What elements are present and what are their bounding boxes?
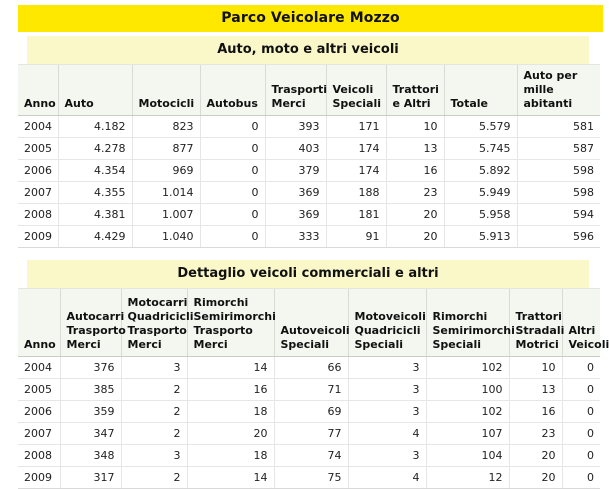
column-header: Autocarri Trasporto Merci	[60, 289, 121, 357]
cell-autoveicoli-speciali: 77	[274, 423, 348, 445]
column-header: Trattori e Altri	[386, 65, 444, 116]
cell-rimorchi-semirimorchi-trasporto-merci: 16	[187, 379, 274, 401]
cell-motoveicoli-quadricicli-speciali: 3	[348, 379, 426, 401]
cell-anno: 2004	[18, 116, 58, 138]
cell-anno: 2009	[18, 467, 60, 489]
cell-motocarri-quadricicli-trasporto-merci: 2	[121, 401, 187, 423]
cell-motoveicoli-quadricicli-speciali: 4	[348, 467, 426, 489]
cell-motocicli: 969	[132, 160, 200, 182]
column-header: Anno	[18, 65, 58, 116]
cell-rimorchi-semirimorchi-speciali: 12	[426, 467, 509, 489]
cell-motocicli: 877	[132, 138, 200, 160]
cell-trattori-stradali-motrici: 10	[509, 357, 562, 379]
cell-totale: 5.913	[444, 226, 517, 248]
cell-autoveicoli-speciali: 71	[274, 379, 348, 401]
cell-altri-veicoli: 0	[562, 445, 600, 467]
cell-veicoli-speciali: 188	[326, 182, 386, 204]
cell-trattori-e-altri: 13	[386, 138, 444, 160]
cell-anno: 2008	[18, 445, 60, 467]
cell-anno: 2005	[18, 138, 58, 160]
cell-motocarri-quadricicli-trasporto-merci: 3	[121, 357, 187, 379]
cell-autobus: 0	[200, 160, 265, 182]
column-header: Trattori Stradali Motrici	[509, 289, 562, 357]
cell-autobus: 0	[200, 204, 265, 226]
cell-trattori-stradali-motrici: 23	[509, 423, 562, 445]
cell-auto: 4.355	[58, 182, 132, 204]
table-auto-moto-altri-veicoli	[18, 64, 600, 248]
cell-autocarri-trasporto-merci: 317	[60, 467, 121, 489]
cell-motoveicoli-quadricicli-speciali: 4	[348, 423, 426, 445]
cell-motocarri-quadricicli-trasporto-merci: 2	[121, 379, 187, 401]
column-header: Rimorchi Semirimorchi Trasporto Merci	[187, 289, 274, 357]
cell-altri-veicoli: 0	[562, 423, 600, 445]
cell-anno: 2005	[18, 379, 60, 401]
column-header: Totale	[444, 65, 517, 116]
cell-motocicli: 1.040	[132, 226, 200, 248]
cell-motocicli: 1.014	[132, 182, 200, 204]
page-root	[0, 5, 609, 489]
cell-auto: 4.354	[58, 160, 132, 182]
cell-rimorchi-semirimorchi-speciali: 100	[426, 379, 509, 401]
cell-autobus: 0	[200, 226, 265, 248]
cell-auto-per-mille: 581	[517, 116, 600, 138]
cell-anno: 2007	[18, 423, 60, 445]
cell-autoveicoli-speciali: 75	[274, 467, 348, 489]
cell-auto: 4.182	[58, 116, 132, 138]
cell-autobus: 0	[200, 116, 265, 138]
cell-veicoli-speciali: 181	[326, 204, 386, 226]
cell-trattori-stradali-motrici: 13	[509, 379, 562, 401]
cell-trattori-stradali-motrici: 20	[509, 445, 562, 467]
table-row	[18, 467, 600, 489]
column-header: Motocicli	[132, 65, 200, 116]
cell-rimorchi-semirimorchi-trasporto-merci: 20	[187, 423, 274, 445]
column-header: Motocarri Quadricicli Trasporto Merci	[121, 289, 187, 357]
table-row	[18, 116, 600, 138]
table-row	[18, 226, 600, 248]
cell-anno: 2008	[18, 204, 58, 226]
column-header: Autoveicoli Speciali	[274, 289, 348, 357]
column-header: Trasporti Merci	[265, 65, 326, 116]
cell-autocarri-trasporto-merci: 359	[60, 401, 121, 423]
cell-rimorchi-semirimorchi-trasporto-merci: 14	[187, 357, 274, 379]
cell-motocicli: 823	[132, 116, 200, 138]
cell-autoveicoli-speciali: 74	[274, 445, 348, 467]
cell-rimorchi-semirimorchi-speciali: 102	[426, 357, 509, 379]
column-header: Motoveicoli Quadricicli Speciali	[348, 289, 426, 357]
column-header: Rimorchi Semirimorchi Speciali	[426, 289, 509, 357]
cell-auto-per-mille: 596	[517, 226, 600, 248]
cell-totale: 5.958	[444, 204, 517, 226]
page-title: Parco Veicolare Mozzo	[18, 5, 603, 32]
cell-autoveicoli-speciali: 66	[274, 357, 348, 379]
cell-anno: 2006	[18, 401, 60, 423]
cell-altri-veicoli: 0	[562, 467, 600, 489]
column-header: Veicoli Speciali	[326, 65, 386, 116]
cell-trattori-e-altri: 10	[386, 116, 444, 138]
cell-trasporti-merci: 369	[265, 182, 326, 204]
cell-motoveicoli-quadricicli-speciali: 3	[348, 401, 426, 423]
cell-motoveicoli-quadricicli-speciali: 3	[348, 357, 426, 379]
cell-rimorchi-semirimorchi-trasporto-merci: 14	[187, 467, 274, 489]
cell-auto-per-mille: 587	[517, 138, 600, 160]
table-row	[18, 204, 600, 226]
cell-motocarri-quadricicli-trasporto-merci: 2	[121, 467, 187, 489]
cell-veicoli-speciali: 91	[326, 226, 386, 248]
table-header-row	[18, 289, 600, 357]
cell-motocarri-quadricicli-trasporto-merci: 2	[121, 423, 187, 445]
table-row	[18, 357, 600, 379]
table-row	[18, 160, 600, 182]
cell-motocarri-quadricicli-trasporto-merci: 3	[121, 445, 187, 467]
table-header-row	[18, 65, 600, 116]
cell-anno: 2007	[18, 182, 58, 204]
cell-trattori-e-altri: 20	[386, 204, 444, 226]
cell-rimorchi-semirimorchi-trasporto-merci: 18	[187, 401, 274, 423]
cell-auto: 4.381	[58, 204, 132, 226]
column-header: Altri Veicoli	[562, 289, 600, 357]
cell-autoveicoli-speciali: 69	[274, 401, 348, 423]
table-row	[18, 401, 600, 423]
table-row	[18, 445, 600, 467]
cell-autocarri-trasporto-merci: 348	[60, 445, 121, 467]
cell-altri-veicoli: 0	[562, 379, 600, 401]
cell-totale: 5.579	[444, 116, 517, 138]
table-row	[18, 379, 600, 401]
cell-auto-per-mille: 594	[517, 204, 600, 226]
cell-motoveicoli-quadricicli-speciali: 3	[348, 445, 426, 467]
cell-motocicli: 1.007	[132, 204, 200, 226]
cell-trasporti-merci: 333	[265, 226, 326, 248]
cell-auto-per-mille: 598	[517, 160, 600, 182]
cell-altri-veicoli: 0	[562, 357, 600, 379]
cell-trasporti-merci: 379	[265, 160, 326, 182]
cell-rimorchi-semirimorchi-speciali: 104	[426, 445, 509, 467]
cell-trattori-e-altri: 23	[386, 182, 444, 204]
cell-trattori-e-altri: 20	[386, 226, 444, 248]
column-header: Auto per mille abitanti	[517, 65, 600, 116]
cell-veicoli-speciali: 171	[326, 116, 386, 138]
cell-veicoli-speciali: 174	[326, 160, 386, 182]
cell-totale: 5.949	[444, 182, 517, 204]
cell-veicoli-speciali: 174	[326, 138, 386, 160]
cell-trattori-stradali-motrici: 16	[509, 401, 562, 423]
cell-autobus: 0	[200, 138, 265, 160]
section-title-dettaglio-veicoli: Dettaglio veicoli commerciali e altri	[27, 260, 589, 288]
cell-totale: 5.745	[444, 138, 517, 160]
section-title-auto-moto: Auto, moto e altri veicoli	[27, 36, 589, 64]
cell-auto: 4.278	[58, 138, 132, 160]
cell-trasporti-merci: 393	[265, 116, 326, 138]
table-row	[18, 182, 600, 204]
cell-totale: 5.892	[444, 160, 517, 182]
cell-autocarri-trasporto-merci: 347	[60, 423, 121, 445]
table-dettaglio-veicoli-commerciali	[18, 288, 609, 489]
column-header: Auto	[58, 65, 132, 116]
cell-auto: 4.429	[58, 226, 132, 248]
cell-autocarri-trasporto-merci: 376	[60, 357, 121, 379]
cell-auto-per-mille: 598	[517, 182, 600, 204]
cell-autocarri-trasporto-merci: 385	[60, 379, 121, 401]
table-row	[18, 138, 600, 160]
cell-anno: 2006	[18, 160, 58, 182]
cell-rimorchi-semirimorchi-speciali: 102	[426, 401, 509, 423]
column-header: Autobus	[200, 65, 265, 116]
cell-rimorchi-semirimorchi-speciali: 107	[426, 423, 509, 445]
cell-trattori-stradali-motrici: 20	[509, 467, 562, 489]
cell-autobus: 0	[200, 182, 265, 204]
cell-trasporti-merci: 403	[265, 138, 326, 160]
cell-altri-veicoli: 0	[562, 401, 600, 423]
cell-trattori-e-altri: 16	[386, 160, 444, 182]
cell-anno: 2009	[18, 226, 58, 248]
column-header: Anno	[18, 289, 60, 357]
cell-trasporti-merci: 369	[265, 204, 326, 226]
cell-anno: 2004	[18, 357, 60, 379]
table-row	[18, 423, 600, 445]
cell-rimorchi-semirimorchi-trasporto-merci: 18	[187, 445, 274, 467]
